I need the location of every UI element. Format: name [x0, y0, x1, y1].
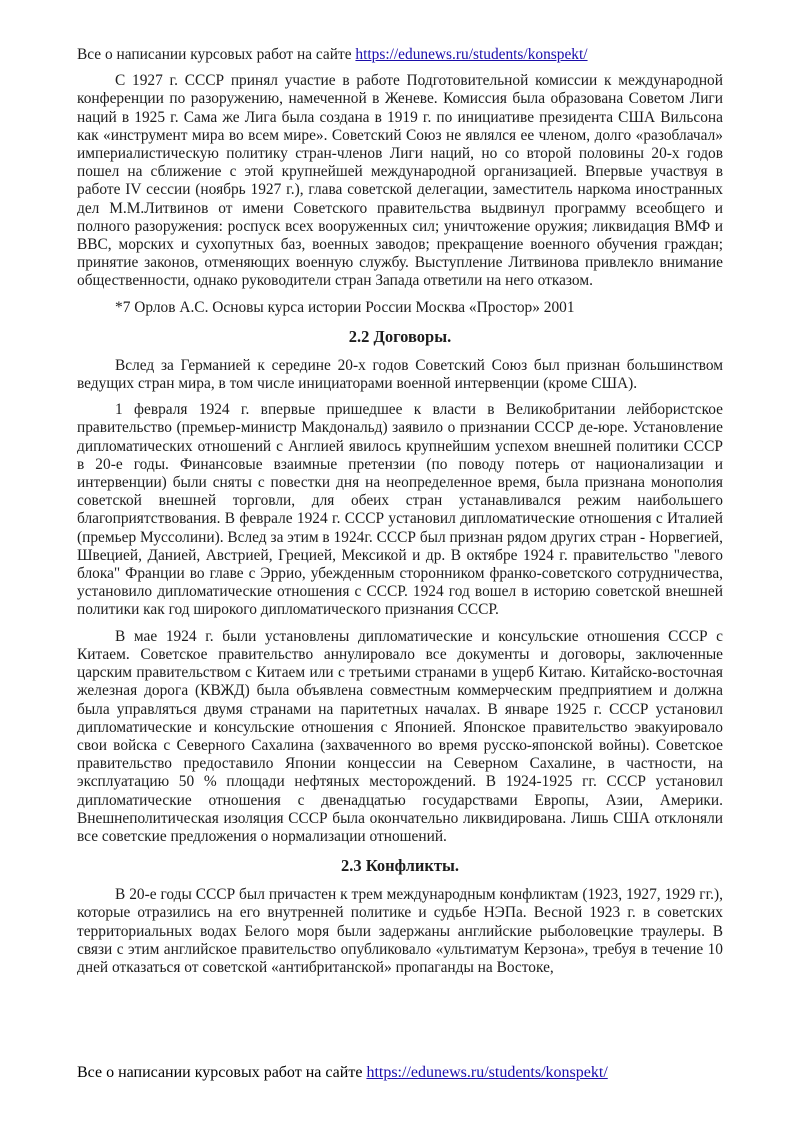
section-heading-conflicts: 2.3 Конфликты. [340, 856, 460, 876]
paragraph: В мае 1924 г. были установлены дипломатические и консульские отношения СССР с Китаем. Советское правительство аннулировало все документы и договоры, заключенные царским правительством с Китаем или с третьими странами в ущерб Китаю. Китайско-восточная железная дорога (КВЖД) была объявлена совместным коммерческим предприятием и должна была управляться двумя странами на паритетных началах. В январе 1925 г. СССР установил дипломатические и консульские отношения с Японией. Японское правительство эвакуировало свои войска с Северного Сахалина (захваченного во время русско-японской войны). Советское правительство предоставило Японии концессии на Северном Сахалине, в частности, на эксплуатацию 50 % площади нефтяных месторождений. В 1924-1925 гг. СССР установил дипломатические отношения с двенадцатью государствами Европы, Азии, Америки. Внешнеполитическая изоляция СССР была окончательно ликвидирована. Лишь США отклоняли все советские предложения о нормализации отношений. [77, 627, 723, 845]
section-heading-treaties: 2.2 Договоры. [348, 326, 452, 346]
header-text: Все о написании курсовых работ на сайте [77, 46, 356, 63]
footnote-reference: *7 Орлов А.С. Основы курса истории России Москва «Простор» 2001 [115, 298, 575, 316]
paragraph: 1 февраля 1924 г. впервые пришедшее к власти в Великобритании лейбористское правительство (премьер-министр Макдональд) заявило о признании СССР де-юре. Установление дипломатических отношений с Англией явилось крупнейшим успехом внешней политики СССР в 20-е годы. Финансовые взаимные претензии (по поводу потерь от национализации и интервенции) были сняты с повестки дня на неопределенное время, была признана монополия советской внешней торговли, для обеих стран устанавливался режим наибольшего благоприятствования. В феврале 1924 г. СССР установил дипломатические отношения с Италией (премьер Муссолини). Вслед за этим в 1924г. СССР был признан рядом других стран - Норвегией, Швецией, Данией, Австрией, Грецией, Мексикой и др. В октябре 1924 г. правительство "левого блока" Франции во главе с Эррио, убежденным сторонником франко-советского сотрудничества, установило дипломатические отношения с СССР. 1924 год вошел в историю советской внешней политики как год широкого дипломатического признания СССР. [77, 401, 723, 619]
paragraph: С 1927 г. СССР принял участие в работе Подготовительной комиссии к международной конференции по разоружению, намеченной в Женеве. Комиссия была образована Советом Лиги наций в 1925 г. Сама же Лига была создана в 1919 г. по инициативе президента США Вильсона как «инструмент мира во всем мире». Советский Союз не являлся ее членом, долго «разоблачал» империалистическую политику стран-членов Лиги наций, но со второй половины 20-х годов пошел на сближение с этой крупнейшей международной организацией. Впервые участвуя в работе IV сессии (ноябрь 1927 г.), глава советской делегации, заместитель наркома иностранных дел М.М.Литвинов от имени Советского правительства выдвинул программу всеобщего и полного разоружения: роспуск всех вооруженных сил; уничтожение оружия; ликвидация ВМФ и ВВС, морских и сухопутных баз, военных заводов; прекращение военного обучения граждан; принятие законов, отменяющих военную службу. Выступление Литвинова привлекло внимание общественности, однако руководители стран Запада ответили на него отказом. [77, 72, 723, 290]
paragraph: В 20-е годы СССР был причастен к трем международным конфликтам (1923, 1927, 1929 гг.), которые отразились на его внутренней политике и судьбе НЭПа. Весной 1923 г. в советских территориальных водах Белого моря были задержаны английские рыболовецкие траулеры. В связи с этим английское правительство опубликовало «ультиматум Керзона», требуя в течение 10 дней отказаться от советской «антибританской» пропаганды на Востоке, [77, 886, 723, 976]
page-header [77, 46, 723, 64]
footer-text: Все о написании курсовых работ на сайте [77, 1064, 367, 1081]
header-link[interactable]: https://edunews.ru/students/konspekt/ [355, 46, 588, 63]
footer-link[interactable]: https://edunews.ru/students/konspekt/ [366, 1064, 608, 1081]
page-footer [77, 1064, 608, 1082]
paragraph: Вслед за Германией к середине 20-х годов Советский Союз был признан большинством ведущих стран мира, в том числе инициаторами военной интервенции (кроме США). [77, 356, 723, 393]
